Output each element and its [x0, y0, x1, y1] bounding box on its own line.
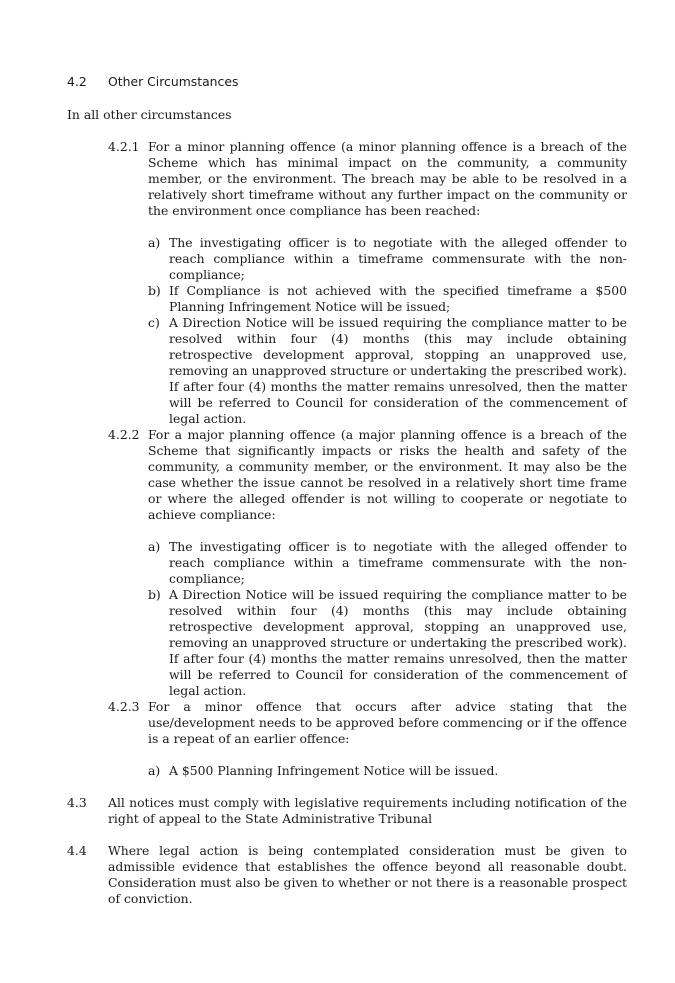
- section-title: Other Circumstances: [108, 74, 239, 89]
- section-heading: [67, 74, 238, 90]
- clause-number: 4.2.1: [108, 139, 140, 154]
- clause-text: All notices must comply with legislative requirements including notification of the right of appeal to the State Administrative Tribunal: [108, 795, 627, 826]
- list-item-label: a): [148, 235, 161, 250]
- list-item: [148, 283, 627, 315]
- list-item: [148, 587, 627, 699]
- clause-4-2-3-list: [148, 763, 627, 779]
- list-item-label: b): [148, 283, 161, 298]
- list-item-text: A $500 Planning Infringement Notice will be issued.: [169, 763, 499, 778]
- clause-number: 4.4: [67, 843, 87, 858]
- section-number: 4.2: [67, 74, 87, 89]
- list-item-text: The investigating officer is to negotiate with the alleged offender to reach compliance within a timeframe commensurate with the non-compliance;: [169, 539, 627, 586]
- clause-4-2-1-list: [148, 235, 627, 427]
- list-item: [148, 315, 627, 427]
- list-item: [148, 235, 627, 283]
- clause-number: 4.2.2: [108, 427, 140, 442]
- clause-4-2-2: [108, 427, 627, 523]
- list-item: [148, 763, 627, 779]
- clause-number: 4.2.3: [108, 699, 140, 714]
- clause-4-2-2-list: [148, 539, 627, 699]
- list-item-text: If Compliance is not achieved with the specified timeframe a $500 Planning Infringement Notice will be issued;: [169, 283, 627, 314]
- clause-text: For a minor planning offence (a minor planning offence is a breach of the Scheme which has minimal impact on the community, a community member, or the environment. The breach may be able to be resolved in a relatively short timeframe without any further impact on the community or the environment once compliance has been reached:: [148, 139, 627, 218]
- list-item-label: b): [148, 587, 161, 602]
- clause-text: For a major planning offence (a major planning offence is a breach of the Scheme that significantly impacts or risks the health and safety of the community, a community member, or the environment. It may also be the case whether the issue cannot be resolved in a relatively short time frame or where the alleged offender is not willing to cooperate or negotiate to achieve compliance:: [148, 427, 627, 522]
- clause-number: 4.3: [67, 795, 87, 810]
- clause-4-3: [67, 795, 627, 827]
- clause-4-2-3: [108, 699, 627, 747]
- list-item-label: a): [148, 539, 161, 554]
- clause-4-2-1: [108, 139, 627, 219]
- intro-text: In all other circumstances: [67, 107, 232, 122]
- list-item-text: The investigating officer is to negotiate with the alleged offender to reach compliance within a timeframe commensurate with the non-compliance;: [169, 235, 627, 282]
- list-item: [148, 539, 627, 587]
- list-item-text: A Direction Notice will be issued requiring the compliance matter to be resolved within four (4) months (this may include obtaining retrospective development approval, stopping an unapproved use, removing an unapproved structure or undertaking the prescribed work). If after four (4) months the matter remains unresolved, then the matter will be referred to Council for consideration of the commencement of legal action.: [169, 315, 627, 426]
- list-item-text: A Direction Notice will be issued requiring the compliance matter to be resolved within four (4) months (this may include obtaining retrospective development approval, stopping an unapproved use, removing an unapproved structure or undertaking the prescribed work). If after four (4) months the matter remains unresolved, then the matter will be referred to Council for consideration of the commencement of legal action.: [169, 587, 627, 698]
- clause-text: Where legal action is being contemplated consideration must be given to admissible evidence that establishes the offence beyond all reasonable doubt. Consideration must also be given to whether or not there is a reasonable prospect of conviction.: [108, 843, 627, 906]
- clause-4-4: [67, 843, 627, 907]
- clause-text: For a minor offence that occurs after advice stating that the use/development needs to be approved before commencing or if the offence is a repeat of an earlier offence:: [148, 699, 627, 746]
- list-item-label: a): [148, 763, 161, 778]
- list-item-label: c): [148, 315, 160, 330]
